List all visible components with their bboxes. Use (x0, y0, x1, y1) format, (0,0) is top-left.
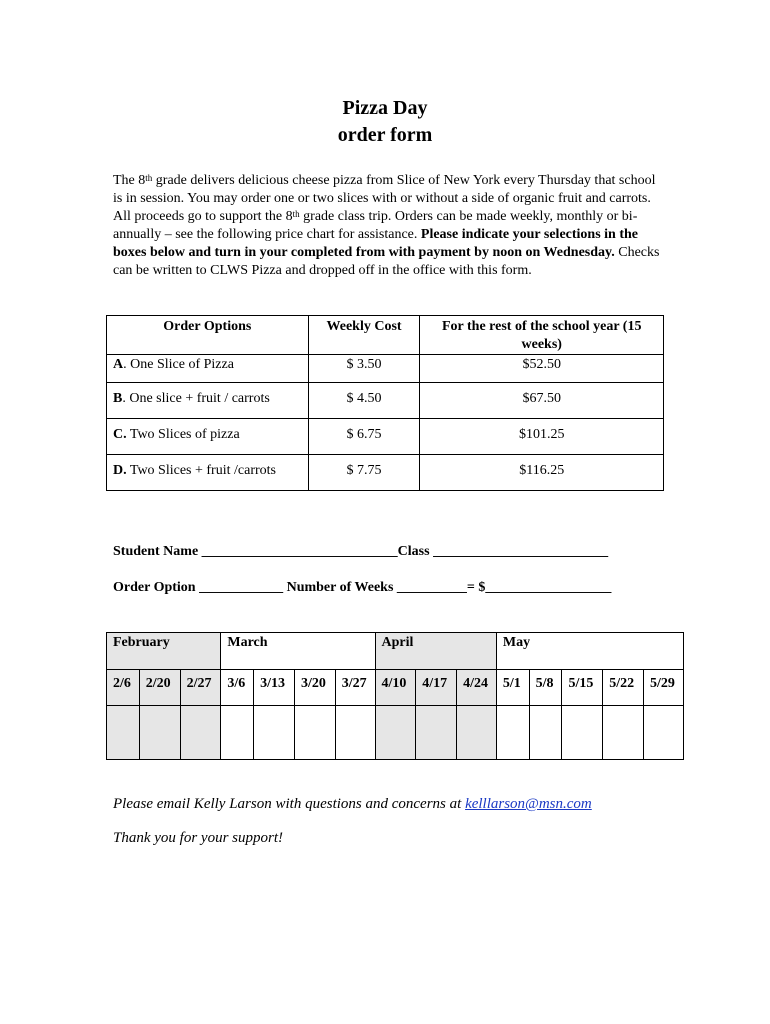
header-weekly-cost: Weekly Cost (308, 316, 420, 355)
year-cost: $101.25 (420, 419, 664, 455)
month-row (107, 633, 684, 670)
header-order-options: Order Options (107, 316, 309, 355)
option-cell (107, 455, 309, 491)
option-sep: . (123, 357, 131, 372)
year-cost: $116.25 (420, 455, 664, 491)
email-link[interactable]: kelllarson@msn.com (465, 796, 592, 812)
intro-sup-2: th (292, 209, 300, 219)
intro-text-4: Checks can be written to CLWS Pizza and dropped off in the office with this form. (113, 245, 660, 278)
week-checkbox[interactable] (221, 706, 254, 760)
date-cell: 5/22 (603, 670, 644, 706)
week-selection-table (106, 632, 684, 760)
form-subtitle: order form (337, 124, 433, 146)
weekly-cost: $ 4.50 (308, 383, 420, 419)
intro-text-1: The 8 (113, 173, 146, 188)
option-cell (107, 383, 309, 419)
date-cell: 2/6 (107, 670, 140, 706)
week-checkbox[interactable] (180, 706, 221, 760)
contact-line (113, 796, 592, 813)
student-class-line[interactable]: Student Name ____________________________Class _________________________ (113, 544, 609, 559)
option-label: One Slice of Pizza (130, 357, 234, 372)
date-cell: 5/1 (496, 670, 529, 706)
contact-text: Please email Kelly Larson with questions and concerns at (113, 796, 466, 812)
intro-text-3: grade class trip. Orders can be made weekly, monthly or bi-annually – see the following price chart for assistance. (113, 209, 638, 242)
month-february: February (107, 633, 221, 670)
month-may: May (496, 633, 683, 670)
option-label: Two Slices of pizza (129, 427, 240, 442)
week-checkbox[interactable] (294, 706, 335, 760)
week-checkbox[interactable] (107, 706, 140, 760)
date-cell: 4/24 (457, 670, 497, 706)
week-checkbox[interactable] (254, 706, 295, 760)
week-checkbox[interactable] (416, 706, 457, 760)
date-cell: 4/17 (416, 670, 457, 706)
weekly-cost: $ 3.50 (308, 355, 420, 383)
date-cell: 3/13 (254, 670, 295, 706)
month-april: April (375, 633, 496, 670)
week-checkbox[interactable] (335, 706, 375, 760)
date-cell: 2/20 (139, 670, 180, 706)
price-row (107, 355, 664, 383)
date-cell: 3/27 (335, 670, 375, 706)
intro-sup-1: th (145, 173, 153, 183)
option-sep: . (122, 391, 130, 406)
week-checkbox[interactable] (375, 706, 416, 760)
header-school-year: For the rest of the school year (15 weeks) (420, 316, 664, 355)
week-checkbox[interactable] (529, 706, 562, 760)
weekly-cost: $ 6.75 (308, 419, 420, 455)
option-cell (107, 355, 309, 383)
option-label: Two Slices + fruit /carrots (129, 463, 276, 478)
price-row (107, 455, 664, 491)
price-row (107, 419, 664, 455)
year-cost: $67.50 (420, 383, 664, 419)
year-cost: $52.50 (420, 355, 664, 383)
intro-text-2: grade delivers delicious cheese pizza from Slice of New York every Thursday that school is in session. You may order one or two slices with or without a side of organic fruit and carrots. All proceeds go to support the 8 (113, 173, 656, 224)
price-row (107, 383, 664, 419)
date-cell: 5/15 (562, 670, 603, 706)
option-letter: C. (113, 427, 127, 442)
month-march: March (221, 633, 375, 670)
option-cell (107, 419, 309, 455)
weekly-cost: $ 7.75 (308, 455, 420, 491)
order-option-line[interactable]: Order Option ____________ Number of Weeks __________= $__________________ (113, 580, 612, 595)
option-letter: B (113, 391, 123, 406)
date-cell: 3/6 (221, 670, 254, 706)
date-cell: 5/29 (644, 670, 684, 706)
option-letter: A (113, 357, 124, 372)
week-checkbox[interactable] (562, 706, 603, 760)
week-checkbox[interactable] (457, 706, 497, 760)
thanks-line: Thank you for your support! (113, 830, 283, 846)
price-table (106, 315, 664, 491)
date-cell: 2/27 (180, 670, 221, 706)
week-checkbox[interactable] (603, 706, 644, 760)
week-checkbox[interactable] (139, 706, 180, 760)
intro-paragraph (113, 172, 661, 280)
week-checkbox[interactable] (644, 706, 684, 760)
form-title: Pizza Day (342, 97, 428, 119)
date-cell: 4/10 (375, 670, 416, 706)
date-cell: 3/20 (294, 670, 335, 706)
date-cell: 5/8 (529, 670, 562, 706)
intro-bold-instructions: Please indicate your selections in the boxes below and turn in your completed from with payment by noon on Wednesday. (113, 227, 638, 260)
option-letter: D. (113, 463, 127, 478)
checkbox-row (107, 706, 684, 760)
option-label: One slice + fruit / carrots (129, 391, 270, 406)
date-row (107, 670, 684, 706)
week-checkbox[interactable] (496, 706, 529, 760)
price-table-header (107, 316, 664, 355)
